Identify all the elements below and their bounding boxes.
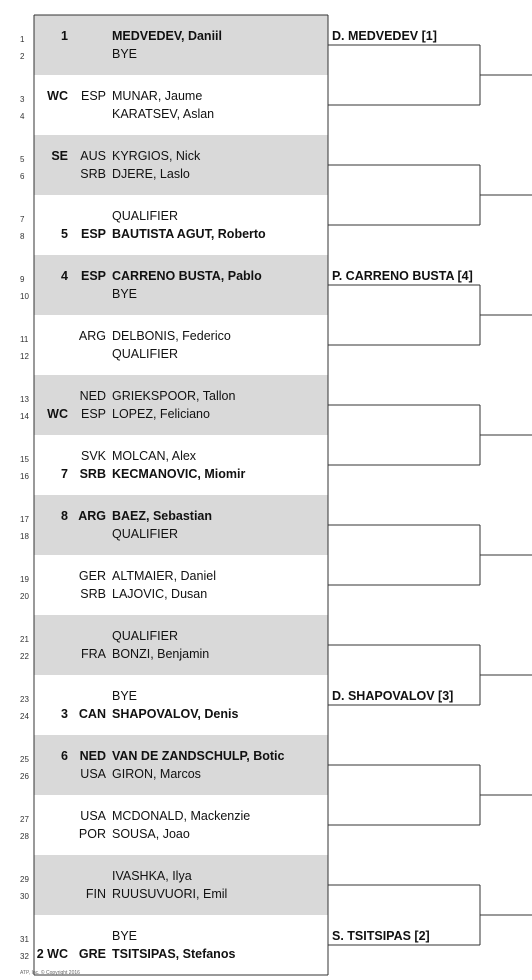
draw-position-number: 18 bbox=[20, 532, 29, 541]
seed-label: 1 bbox=[61, 29, 68, 43]
player-name: KARATSEV, Aslan bbox=[112, 107, 215, 121]
player-name: KECMANOVIC, Miomir bbox=[112, 467, 246, 481]
draw-position-number: 19 bbox=[20, 575, 29, 584]
nationality-code: USA bbox=[80, 767, 106, 781]
nationality-code: NED bbox=[79, 749, 106, 763]
nationality-code: SRB bbox=[80, 167, 106, 181]
nationality-code: NED bbox=[79, 389, 106, 403]
player-name: MEDVEDEV, Daniil bbox=[112, 29, 222, 43]
draw-position-number: 4 bbox=[20, 112, 25, 121]
seed-label: SE bbox=[51, 149, 68, 163]
nationality-code: ESP bbox=[80, 269, 106, 283]
player-name: BAEZ, Sebastian bbox=[112, 509, 213, 523]
seed-label: WC bbox=[47, 407, 68, 421]
player-name: RUUSUVUORI, Emil bbox=[112, 887, 228, 901]
nationality-code: SVK bbox=[80, 449, 106, 463]
player-name: BAUTISTA AGUT, Roberto bbox=[112, 227, 266, 241]
nationality-code: ESP bbox=[80, 227, 106, 241]
draw-position-number: 32 bbox=[20, 952, 29, 961]
player-name: MUNAR, Jaume bbox=[112, 89, 203, 103]
advancing-player: D. SHAPOVALOV [3] bbox=[332, 689, 454, 703]
draw-position-number: 10 bbox=[20, 292, 29, 301]
nationality-code: GER bbox=[78, 569, 106, 583]
seed-label: 4 bbox=[61, 269, 68, 283]
player-name: QUALIFIER bbox=[112, 209, 178, 223]
nationality-code: POR bbox=[78, 827, 106, 841]
draw-position-number: 20 bbox=[20, 592, 29, 601]
player-name: CARRENO BUSTA, Pablo bbox=[112, 269, 262, 283]
draw-position-number: 30 bbox=[20, 892, 29, 901]
draw-position-number: 14 bbox=[20, 412, 29, 421]
draw-position-number: 28 bbox=[20, 832, 29, 841]
player-name: BYE bbox=[112, 689, 138, 703]
nationality-code: SRB bbox=[80, 587, 106, 601]
draw-position-number: 1 bbox=[20, 35, 25, 44]
draw-position-number: 7 bbox=[20, 215, 25, 224]
player-name: QUALIFIER bbox=[112, 629, 178, 643]
player-name: BYE bbox=[112, 287, 138, 301]
draw-position-number: 25 bbox=[20, 755, 29, 764]
draw-position-number: 21 bbox=[20, 635, 29, 644]
player-name: BYE bbox=[112, 47, 138, 61]
player-name: SOUSA, Joao bbox=[112, 827, 190, 841]
nationality-code: FIN bbox=[85, 887, 106, 901]
draw-position-number: 29 bbox=[20, 875, 29, 884]
player-name: QUALIFIER bbox=[112, 527, 178, 541]
draw-position-number: 27 bbox=[20, 815, 29, 824]
copyright-footer: ATP, Inc. © Copyright 2016 bbox=[20, 970, 80, 976]
player-name: GIRON, Marcos bbox=[112, 767, 201, 781]
seed-label: 7 bbox=[61, 467, 68, 481]
nationality-code: ARG bbox=[78, 329, 106, 343]
player-name: VAN DE ZANDSCHULP, Botic bbox=[112, 749, 285, 763]
player-name: QUALIFIER bbox=[112, 347, 178, 361]
draw-position-number: 12 bbox=[20, 352, 29, 361]
player-name: LOPEZ, Feliciano bbox=[112, 407, 210, 421]
advancing-player: D. MEDVEDEV [1] bbox=[332, 29, 437, 43]
draw-position-number: 23 bbox=[20, 695, 29, 704]
draw-position-number: 15 bbox=[20, 455, 29, 464]
draw-position-number: 9 bbox=[20, 275, 25, 284]
draw-position-number: 31 bbox=[20, 935, 29, 944]
draw-position-number: 8 bbox=[20, 232, 25, 241]
nationality-code: USA bbox=[80, 809, 106, 823]
nationality-code: ESP bbox=[80, 89, 106, 103]
nationality-code: ESP bbox=[80, 407, 106, 421]
draw-position-number: 17 bbox=[20, 515, 29, 524]
draw-position-number: 6 bbox=[20, 172, 25, 181]
player-name: BONZI, Benjamin bbox=[112, 647, 210, 661]
seed-label: 2 WC bbox=[36, 947, 68, 961]
player-name: DELBONIS, Federico bbox=[112, 329, 231, 343]
player-name: DJERE, Laslo bbox=[112, 167, 190, 181]
player-name: KYRGIOS, Nick bbox=[112, 149, 201, 163]
player-name: ALTMAIER, Daniel bbox=[112, 569, 216, 583]
nationality-code: AUS bbox=[80, 149, 106, 163]
nationality-code: CAN bbox=[78, 707, 106, 721]
draw-position-number: 2 bbox=[20, 52, 25, 61]
nationality-code: SRB bbox=[79, 467, 106, 481]
advancing-player: S. TSITSIPAS [2] bbox=[332, 929, 430, 943]
nationality-code: ARG bbox=[78, 509, 106, 523]
draw-position-number: 3 bbox=[20, 95, 25, 104]
seed-label: 8 bbox=[61, 509, 68, 523]
player-name: LAJOVIC, Dusan bbox=[112, 587, 208, 601]
draw-position-number: 26 bbox=[20, 772, 29, 781]
seed-label: 6 bbox=[61, 749, 68, 763]
draw-position-number: 11 bbox=[20, 335, 29, 344]
draw-position-number: 16 bbox=[20, 472, 29, 481]
player-name: TSITSIPAS, Stefanos bbox=[112, 947, 236, 961]
draw-position-number: 24 bbox=[20, 712, 29, 721]
draw-position-number: 13 bbox=[20, 395, 29, 404]
player-name: MCDONALD, Mackenzie bbox=[112, 809, 251, 823]
player-name: IVASHKA, Ilya bbox=[112, 869, 192, 883]
seed-label: 3 bbox=[61, 707, 68, 721]
draw-position-number: 22 bbox=[20, 652, 29, 661]
player-name: SHAPOVALOV, Denis bbox=[112, 707, 239, 721]
player-name: GRIEKSPOOR, Tallon bbox=[112, 389, 236, 403]
advancing-player: P. CARRENO BUSTA [4] bbox=[332, 269, 473, 283]
nationality-code: FRA bbox=[81, 647, 106, 661]
nationality-code: GRE bbox=[78, 947, 106, 961]
player-name: BYE bbox=[112, 929, 138, 943]
seed-label: 5 bbox=[61, 227, 68, 241]
seed-label: WC bbox=[47, 89, 68, 103]
player-name: MOLCAN, Alex bbox=[112, 449, 197, 463]
draw-position-number: 5 bbox=[20, 155, 25, 164]
